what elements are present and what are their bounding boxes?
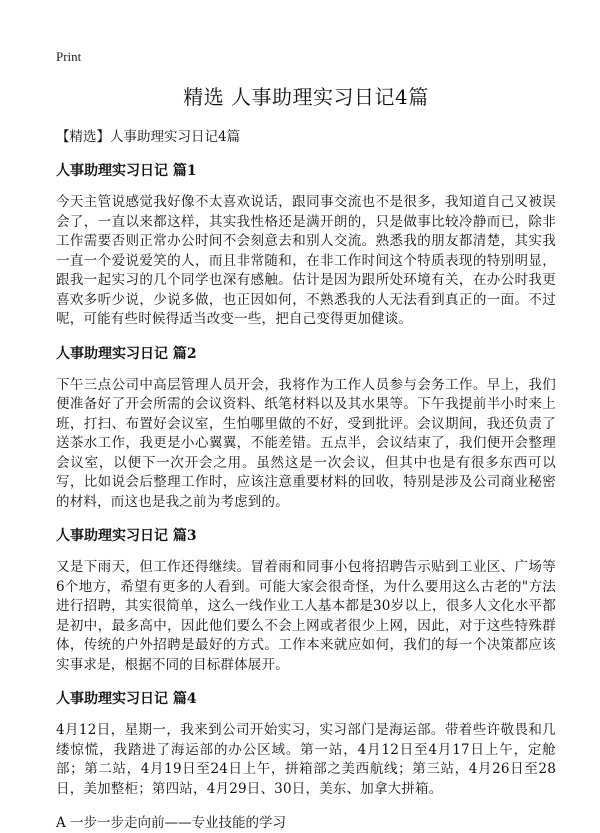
diary-section-3 (56, 526, 556, 675)
section-paragraph: 又是下雨天，但工作还得继续。冒着雨和同事小包将招聘告示贴到工业区、广场等6个地方，希望有更多的人看到。可能大家会很奇怪，为什么要用这么古老的"方法进行招聘，其实很简单，这么一线作业工人基本都是30岁以上，很多人文化水平都是初中，最多高中，因此他们要么不会上网或者很少上网，因此，对于这些特殊群体，传统的户外招聘是最好的方式。工作本来就应如何，我们的每一个决策都应该实事求是，根据不同的目标群体展开。 (56, 559, 556, 673)
section-paragraph: 下午三点公司中高层管理人员开会，我将作为工作人员参与会务工作。早上，我们便准备好了开会所需的会议资料、纸笔材料以及其水果等。下午我提前半小时来上班，打扫、布置好会议室，生怕哪里做的不好，受到批评。会议期间，我还负责了送茶水工作，我更是小心翼翼，不能差错。五点半，会议结束了，我们便开会整理会议室，以便下一次开会之用。虽然这是一次会议，但其中也是有很多东西可以写，比如说会后整理工作时，应该注意重要材料的回收，特别是涉及公司商业秘密的材料，而这也是我之前为考虑到的。 (56, 376, 556, 510)
diary-section-2 (56, 344, 556, 513)
subsection-line: A 一步一步走向前——专业技能的学习 (56, 815, 287, 831)
print-button[interactable]: Print (56, 49, 82, 64)
section-heading: 人事助理实习日记 篇4 (56, 691, 197, 707)
diary-section-4 (56, 689, 556, 799)
section-heading: 人事助理实习日记 篇2 (56, 345, 197, 362)
document-subtitle: 【精选】人事助理实习日记4篇 (56, 129, 241, 145)
section-heading: 人事助理实习日记 篇1 (56, 163, 197, 179)
section-paragraph: 4月12日，星期一，我来到公司开始实习，实习部门是海运部。带着些许敬畏和几缕惊慌，我踏进了海运部的办公区域。第一站，4月12日至4月17日上午，定舱部；第二站，4月19日至24日上午，拼箱部之美西航线；第三站，4月26日至28日，美加整柜；第四站，4月29日、30日，美东、加拿大拼箱。 (56, 722, 556, 797)
diary-section-1 (56, 161, 556, 330)
document-title: 精选 人事助理实习日记4篇 (183, 85, 429, 109)
section-paragraph: 今天主管说感觉我好像不太喜欢说话，跟同事交流也不是很多，我知道自己又被误会了，一直以来都这样，其实我性格还是满开朗的，只是做事比较冷静而已，除非工作需要否则正常办公时间不会刻意去和别人交流。熟悉我的朋友都清楚，其实我一直一个爱说爱笑的人，而且非常随和，在非工作时间这个特质表现的特别明显，跟我一起实习的几个同学也深有感触。估计是因为跟所处环境有关，在办公时我更喜欢多听少说，少说多做，也正因如何，不熟悉我的人无法看到真正的一面。不过呢，可能有些时候得适当改变一些，把自己变得更加健谈。 (56, 194, 556, 327)
section-heading: 人事助理实习日记 篇3 (56, 528, 197, 544)
